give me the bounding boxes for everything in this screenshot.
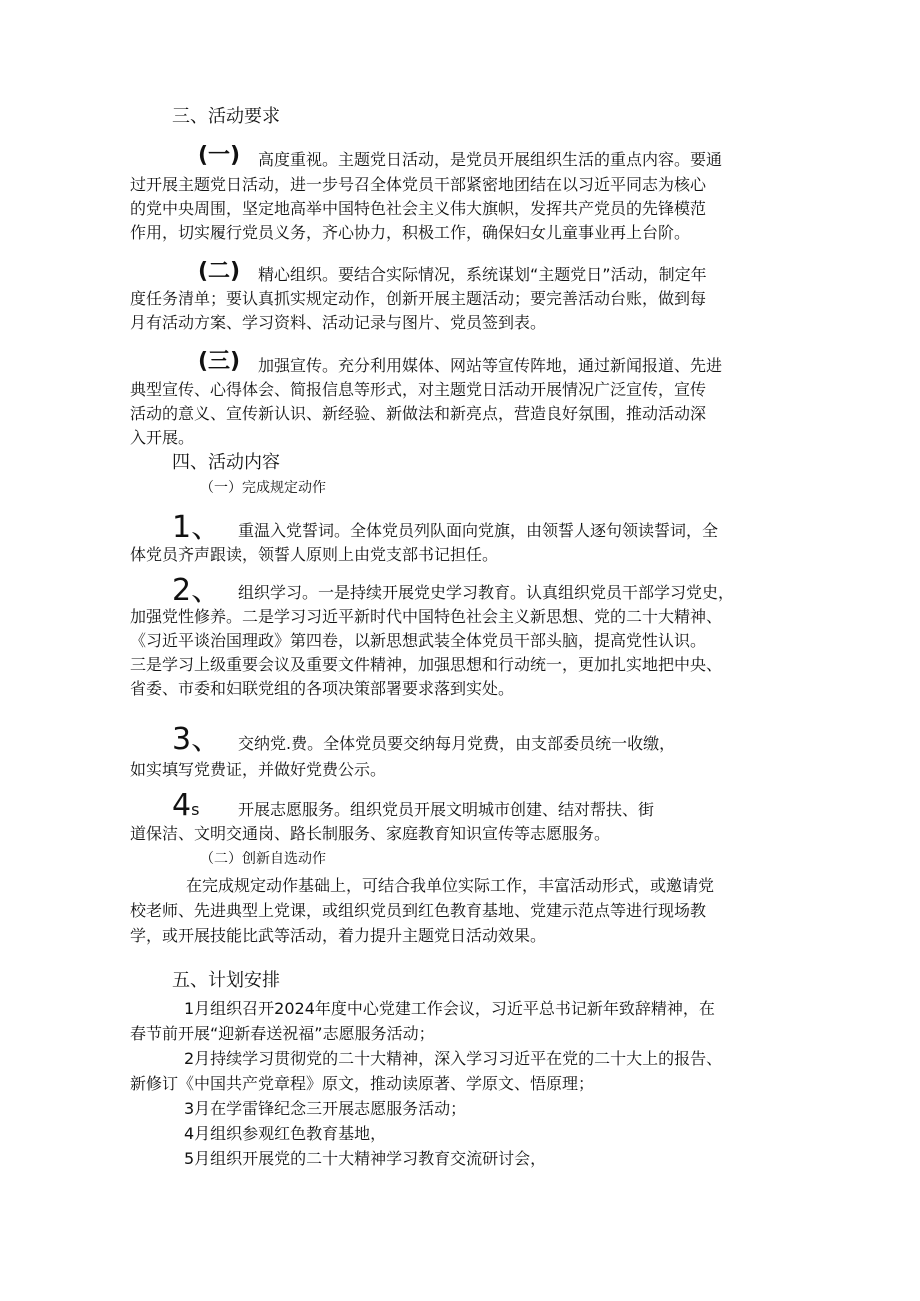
- sub2-line-1: 在完成规定动作基础上，可结合我单位实际工作，丰富活动形式，或邀请党: [186, 876, 715, 895]
- item-2-line-3: 《习近平谈治国理政》第四卷，以新思想武装全体党员干部头脑，提高党性认识。: [130, 631, 707, 650]
- item-number-4: [172, 790, 199, 826]
- para-3-line-4: 入开展。: [130, 428, 195, 447]
- para-1-line-1: 高度重视。主题党日活动，是党员开展组织生活的重点内容。要通: [258, 150, 723, 169]
- para-1-line-3: 的党中央周围，坚定地高举中国特色社会主义伟大旗帜，发挥共产党员的先锋模范: [130, 199, 707, 218]
- section-heading-4: 四、活动内容: [172, 452, 280, 473]
- plan-line-4: 新修订《中国共产党章程》原文，推动读原著、学原文、悟原理；: [130, 1074, 595, 1093]
- plan-line-3: 2月持续学习贯彻党的二十大精神，深入学习习近平在党的二十大上的报告、: [184, 1049, 723, 1068]
- sub2-line-3: 学，或开展技能比武等活动，着力提升主题党日活动效果。: [130, 926, 547, 945]
- para-1-line-4: 作用，切实履行党员义务，齐心协力，积极工作，确保妇女儿童事业再上台阶。: [130, 223, 691, 242]
- section-heading-3: 三、活动要求: [172, 106, 280, 127]
- plan-line-1: 1月组织召开2024年度中心党建工作会议，习近平总书记新年致辞精神，在: [184, 999, 715, 1018]
- para-3-line-3: 活动的意义、宣传新认识、新经验、新做法和新亮点，营造良好氛围，推动活动深: [130, 404, 707, 423]
- item-number-3: 3、: [172, 722, 222, 757]
- para-marker-3: (三): [198, 349, 241, 374]
- para-3-line-1: 加强宣传。充分利用媒体、网站等宣传阵地，通过新闻报道、先进: [258, 356, 723, 375]
- item-2-line-5: 省委、市委和妇联党组的各项决策部署要求落到实处。: [130, 679, 515, 698]
- para-2-line-1: 精心组织。要结合实际情况，系统谋划“主题党日”活动，制定年: [258, 265, 707, 284]
- plan-line-7: 5月组织开展党的二十大精神学习教育交流研讨会，: [184, 1149, 547, 1168]
- item-4-line-1: 开展志愿服务。组织党员开展文明城市创建、结对帮扶、街: [238, 800, 655, 819]
- item-3-line-2: 如实填写党费证，并做好党费公示。: [130, 760, 387, 779]
- para-3-line-2: 典型宣传、心得体会、简报信息等形式，对主题党日活动开展情况广泛宣传，宣传: [130, 380, 707, 399]
- para-1-line-2: 过开展主题党日活动，进一步号召全体党员干部紧密地团结在以习近平同志为核心: [130, 175, 707, 194]
- section-heading-5: 五、计划安排: [172, 970, 280, 991]
- item-2-line-4: 三是学习上级重要会议及重要文件精神，加强思想和行动统一，更加扎实地把中央、: [130, 655, 723, 674]
- para-2-line-2: 度任务清单；要认真抓实规定动作，创新开展主题活动；要完善活动台账，做到每: [130, 289, 707, 308]
- item-number-2: 2、: [172, 573, 222, 608]
- para-marker-1: (一): [198, 143, 241, 168]
- item-2-line-2: 加强党性修养。二是学习习近平新时代中国特色社会主义新思想、党的二十大精神、: [130, 607, 723, 626]
- para-marker-2: (二): [198, 259, 241, 284]
- item-number-4-digit: 4: [172, 788, 192, 823]
- item-number-1: 1、: [172, 510, 222, 545]
- item-2-line-1: 组织学习。一是持续开展党史学习教育。认真组织党员干部学习党史，: [238, 583, 735, 602]
- plan-line-5: 3月在学雷锋纪念三开展志愿服务活动；: [184, 1099, 467, 1118]
- subheading-2: （二）创新自选动作: [200, 851, 326, 867]
- item-number-4-suffix: s: [191, 800, 200, 819]
- subheading-1: （一）完成规定动作: [200, 480, 326, 496]
- item-1-line-1: 重温入党誓词。全体党员列队面向党旗，由领誓人逐句领读誓词，全: [238, 521, 719, 540]
- item-4-line-2: 道保洁、文明交通岗、路长制服务、家庭教育知识宣传等志愿服务。: [130, 824, 611, 843]
- plan-line-2: 春节前开展“迎新春送祝福”志愿服务活动；: [130, 1024, 435, 1043]
- item-3-line-1: 交纳党.费。全体党员要交纳每月党费，由支部委员统一收缴，: [238, 734, 676, 753]
- item-1-line-2: 体党员齐声跟读，领誓人原则上由党支部书记担任。: [130, 545, 499, 564]
- sub2-line-2: 校老师、先进典型上党课，或组织党员到红色教育基地、党建示范点等进行现场教: [130, 901, 707, 920]
- para-2-line-3: 月有活动方案、学习资料、活动记录与图片、党员签到表。: [130, 313, 547, 332]
- plan-line-6: 4月组织参观红色教育基地，: [184, 1124, 387, 1143]
